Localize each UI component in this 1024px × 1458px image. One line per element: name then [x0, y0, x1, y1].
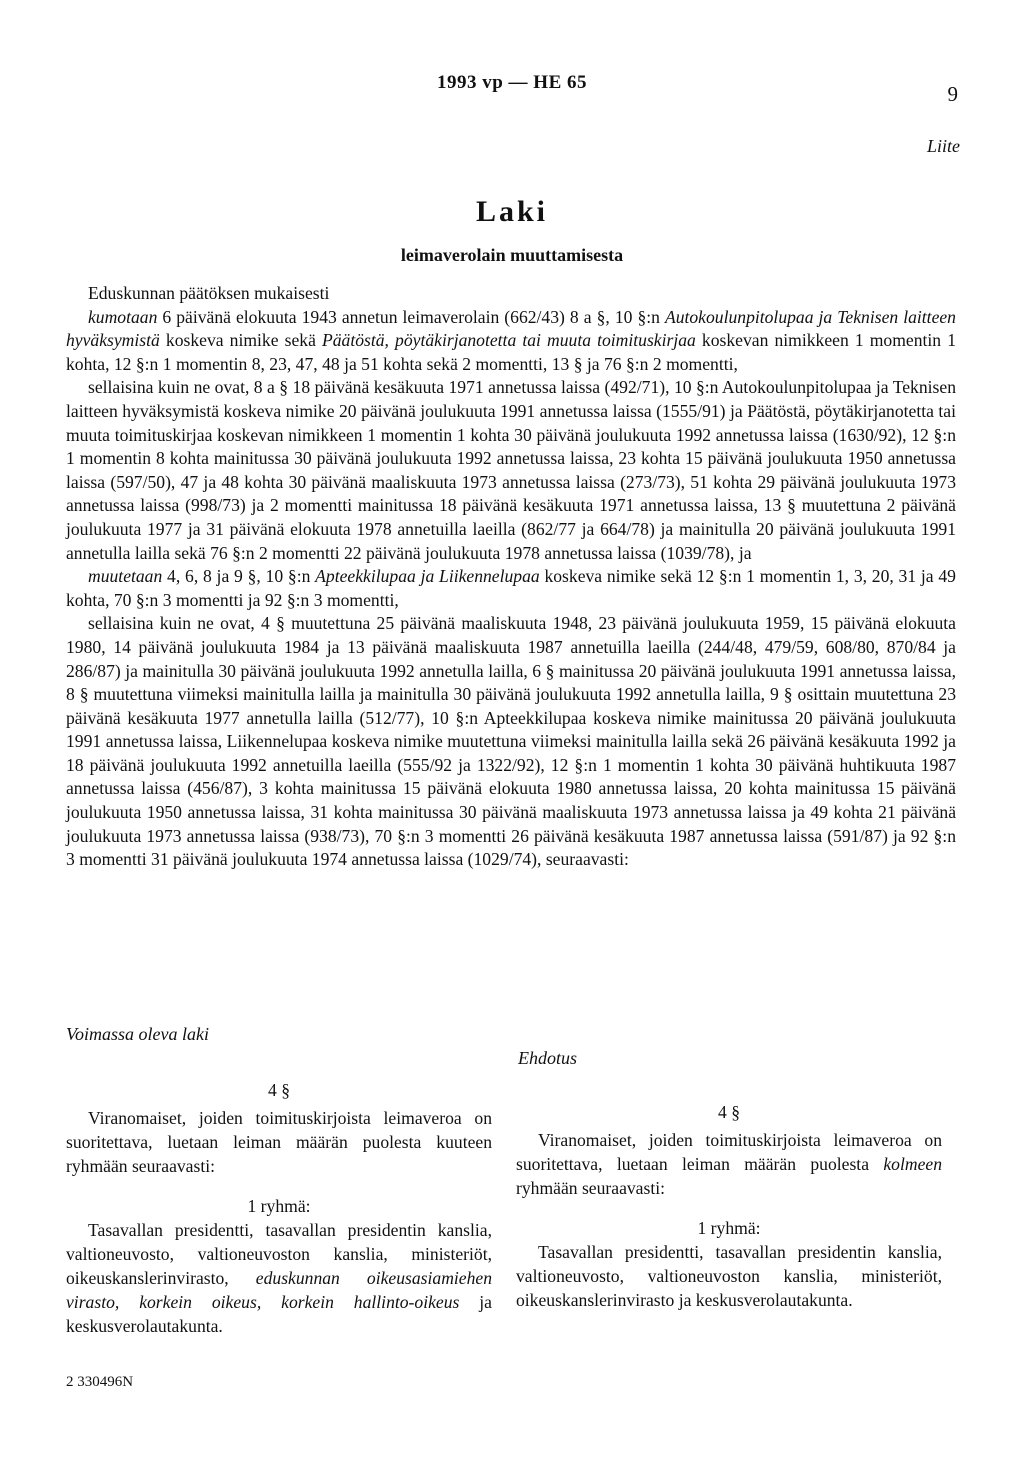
repeal-history-paragraph: sellaisina kuin ne ovat, 8 a § 18 päivänä kesäkuuta 1971 annetussa laissa (492/71), 10 §:n Autokoulunpitolupaa ja Teknisen laitteen hyväksymistä koskeva nimike 20 päivänä joulukuuta 1991 annetussa laissa (1555/91) ja Päätöstä, pöytäkirjanotetta tai muuta toimituskirjaa koskevan nimikkeen 1 momentin 1 kohta 30 päivänä joulukuuta 1992 annetussa laissa (1630/92), 12 §:n 1 momentin 8 kohta mainitussa 30 päivänä joulukuuta 1992 annetussa laissa, 23 kohta 15 päivänä joulukuuta 1950 annetussa laissa (597/50), 47 ja 48 kohta 30 päivänä maaliskuuta 1973 annetussa laissa (273/73), 51 kohta 29 päivänä joulukuuta 1973 annetussa laissa (998/73) ja 2 momentti mainitussa 18 päivänä kesäkuuta 1971 annetussa laissa, 13 § muutettuna 2 päivänä joulukuuta 1977 ja 31 päivänä elokuuta 1978 annetuilla laeilla (862/77 ja 664/78) ja mainitulla 20 päivänä joulukuuta 1991 annetulla lailla sekä 76 §:n 2 momentti 22 päivänä joulukuuta 1978 annetussa laissa (1039/78), ja	[66, 377, 956, 563]
group-paragraph: Tasavallan presidentti, tasavallan presidentin kanslia, valtioneuvosto, valtioneuvoston kanslia, ministeriöt, oikeuskanslerinvirasto ja keskusverolautakunta.	[516, 1242, 942, 1310]
section-paragraph	[516, 1128, 942, 1200]
repeal-title-b: Päätöstä, pöytäkirjanotetta tai muuta toimituskirjaa	[322, 330, 696, 351]
proposal-label: Ehdotus	[518, 1048, 578, 1068]
amend-paragraph	[66, 565, 956, 612]
repeal-text-c: koskevan nimikkeen 1 momentin 1 kohta, 12 §:n 1 momentin 8, 23, 47, 48 ja 51 kohta sekä 2 momentti, 13 § ja 76 §:n 2 momentti,	[66, 330, 956, 374]
group-paragraph	[66, 1218, 492, 1338]
group-text-italic: eduskunnan oikeusasiamiehen virasto, korkein oikeus, korkein hallinto-oikeus	[66, 1268, 492, 1312]
section-text-italic: kolmeen	[883, 1154, 942, 1174]
amend-keyword: muutetaan	[88, 566, 163, 587]
amend-title: Apteekkilupaa ja Liikennelupaa	[315, 566, 540, 587]
current-law-label: Voimassa oleva laki	[66, 1024, 209, 1044]
group-heading: 1 ryhmä:	[697, 1218, 761, 1238]
annex-label: Liite	[926, 136, 960, 156]
section-text-a: Viranomaiset, joiden toimituskirjoista leimaveroa on suoritettava, luetaan leiman määrän puolesta	[516, 1130, 942, 1174]
document-id: 1993 vp — HE 65	[436, 72, 588, 93]
section-text-b: ryhmään seuraavasti:	[516, 1178, 665, 1198]
amend-text-a: 4, 6, 8 ja 9 §, 10 §:n	[162, 566, 316, 587]
group-heading: 1 ryhmä:	[247, 1196, 311, 1216]
section-paragraph: Viranomaiset, joiden toimituskirjoista leimaveroa on suoritettava, luetaan leiman määrän puolesta kuuteen ryhmään seuraavasti:	[66, 1108, 492, 1176]
group-text-a: Tasavallan presidentti, tasavallan presidentin kanslia, valtioneuvosto, valtioneuvoston kanslia, ministeriöt, oikeuskanslerinvirasto,	[66, 1220, 492, 1288]
amend-history-paragraph: sellaisina kuin ne ovat, 4 § muutettuna 25 päivänä maaliskuuta 1948, 23 päivänä joulukuuta 1959, 15 päivänä elokuuta 1980, 14 päivänä joulukuuta 1984 ja 13 päivänä maaliskuuta 1987 annetuilla laeilla (244/48, 479/59, 608/80, 870/84 ja 286/87) ja mainitulla 30 päivänä joulukuuta 1992 annetulla lailla, 6 § mainitussa 20 päivänä joulukuuta 1991 annetussa laissa, 8 § muutettuna viimeksi mainitulla lailla ja mainitulla 30 päivänä joulukuuta 1992 annetulla lailla, 9 § osittain muutettuna 23 päivänä kesäkuuta 1977 annetulla lailla (512/77), 10 §:n Apteekkilupaa koskeva nimike mainitussa 20 päivänä joulukuuta 1991 annetussa laissa, Liikennelupaa koskeva nimike muutettuna viimeksi mainitulla lailla sekä 26 päivänä kesäkuuta 1992 ja 18 päivänä joulukuuta 1992 annetuilla laeilla (555/92 ja 1322/92), 12 §:n 1 momentin 1 kohta 30 päivänä huhtikuuta 1987 annetussa laissa (456/87), 3 kohta mainitussa 15 päivänä elokuuta 1980 annetussa laissa, 20 kohta mainitussa 15 päivänä joulukuuta 1950 annetussa laissa, 31 kohta mainitussa 30 päivänä maaliskuuta 1973 annetussa laissa ja 49 kohta 21 päivänä joulukuuta 1973 annetussa laissa (938/73), 70 §:n 3 momentti 26 päivänä kesäkuuta 1987 annetussa laissa (591/87) ja 92 §:n 3 momentti 31 päivänä joulukuuta 1974 annetussa laissa (1029/74), seuraavasti:	[66, 613, 956, 870]
enactment-clause: Eduskunnan päätöksen mukaisesti	[88, 283, 330, 303]
repeal-text-a: 6 päivänä elokuuta 1943 annetun leimaverolain (662/43) 8 a §, 10 §:n	[157, 306, 665, 327]
group-text-b: ja keskusverolautakunta.	[66, 1292, 492, 1336]
page-number: 9	[947, 82, 958, 106]
section-heading: 4 §	[268, 1080, 290, 1100]
repeal-keyword: kumotaan	[88, 306, 158, 327]
print-code: 2 330496N	[66, 1374, 134, 1390]
repeal-text-b: koskeva nimike sekä	[159, 330, 322, 351]
law-body	[66, 282, 956, 872]
repeal-title-a: Autokoulunpitolupaa ja Teknisen laitteen hyväksymistä	[66, 306, 956, 351]
law-subtitle: leimaverolain muuttamisesta	[400, 245, 624, 265]
repeal-paragraph	[66, 306, 956, 377]
section-heading: 4 §	[718, 1102, 740, 1122]
proposal-column	[516, 1100, 942, 1312]
current-law-column	[66, 1078, 492, 1338]
amend-text-b: koskeva nimike sekä 12 §:n 1 momentin 1, 3, 20, 31 ja 49 kohta, 70 §:n 3 momentti ja 92 §:n 3 momentti,	[66, 566, 956, 610]
law-title: Laki	[475, 195, 549, 228]
page-header	[0, 72, 1024, 106]
